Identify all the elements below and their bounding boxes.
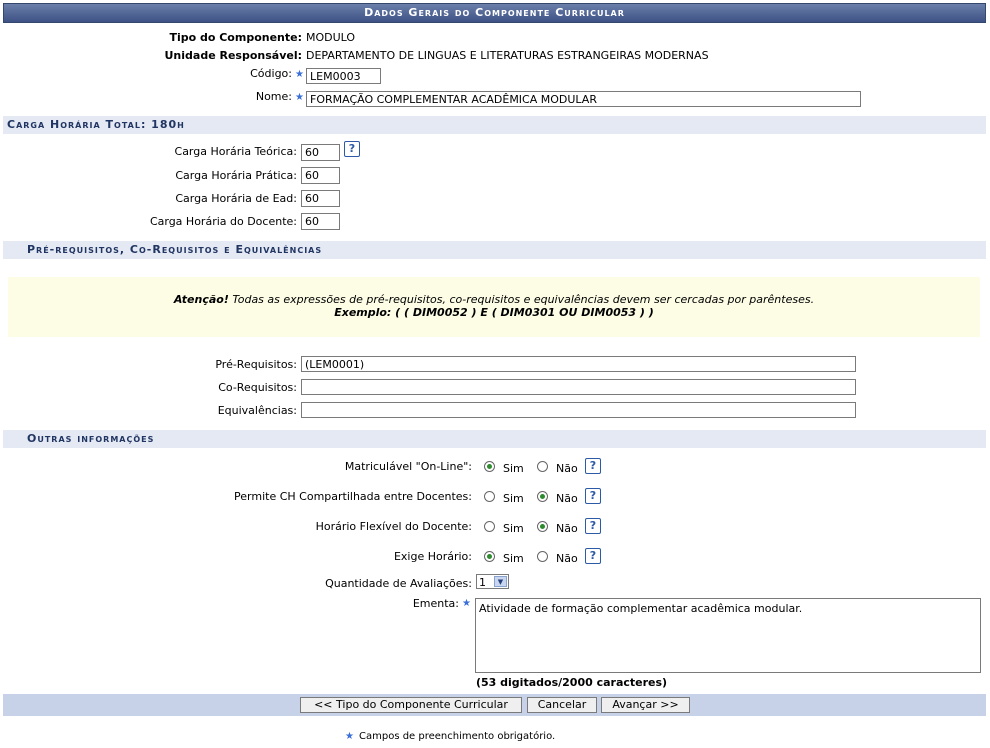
- matriculavel-nao-radio[interactable]: [537, 461, 548, 472]
- chevron-down-icon: ▼: [494, 576, 507, 587]
- compartilhada-nao-radio[interactable]: [537, 491, 548, 502]
- required-star-icon: ★: [295, 92, 304, 103]
- ead-input[interactable]: [301, 190, 340, 207]
- equivalencias-label: Equivalências:: [217, 404, 297, 417]
- required-note: Campos de preenchimento obrigatório.: [359, 731, 556, 742]
- docente-input[interactable]: [301, 213, 340, 230]
- co-requisitos-label: Co-Requisitos:: [218, 381, 297, 394]
- attention-text: Todas as expressões de pré-requisitos, co-requisitos e equivalências devem ser cercadas por parênteses.: [228, 293, 815, 306]
- unidade-label: Unidade Responsável:: [164, 49, 302, 62]
- ead-label: Carga Horária de Ead:: [175, 192, 297, 205]
- outras-header-text: Outras informações: [27, 432, 155, 445]
- ementa-label: Ementa:: [412, 597, 459, 610]
- matriculavel-sim-radio[interactable]: [484, 461, 495, 472]
- flexivel-nao-radio[interactable]: [537, 521, 548, 532]
- flexivel-label: Horário Flexível do Docente:: [315, 520, 472, 533]
- sim-label: Sim: [503, 462, 524, 475]
- tipo-label: Tipo do Componente:: [169, 31, 302, 44]
- attention-strong: Atenção!: [173, 293, 229, 306]
- docente-label: Carga Horária do Docente:: [149, 215, 297, 228]
- exige-horario-label: Exige Horário:: [393, 550, 472, 563]
- required-star-icon: ★: [295, 69, 304, 80]
- help-icon[interactable]: ?: [585, 518, 601, 534]
- teorica-input[interactable]: [301, 144, 340, 161]
- sim-label: Sim: [503, 522, 524, 535]
- nome-input[interactable]: [306, 91, 861, 107]
- required-star-icon: ★: [345, 731, 354, 742]
- teorica-label: Carga Horária Teórica:: [174, 145, 297, 158]
- pratica-label: Carga Horária Prática:: [175, 169, 297, 182]
- matriculavel-label: Matriculável "On-Line":: [344, 460, 472, 473]
- pre-requisitos-input[interactable]: [301, 356, 856, 372]
- carga-section-header: [3, 116, 986, 134]
- nao-label: Não: [556, 552, 578, 565]
- required-star-icon: ★: [462, 598, 471, 609]
- nao-label: Não: [556, 492, 578, 505]
- flexivel-sim-radio[interactable]: [484, 521, 495, 532]
- avaliacoes-select[interactable]: [476, 574, 509, 589]
- tipo-value: MODULO: [306, 31, 356, 44]
- exige-nao-radio[interactable]: [537, 551, 548, 562]
- compartilhada-sim-radio[interactable]: [484, 491, 495, 502]
- pre-requisitos-label: Pré-Requisitos:: [215, 358, 297, 371]
- attention-line: [8, 293, 980, 306]
- back-button[interactable]: << Tipo do Componente Curricular: [300, 697, 522, 713]
- help-icon[interactable]: ?: [344, 141, 360, 157]
- unidade-value: DEPARTAMENTO DE LINGUAS E LITERATURAS ESTRANGEIRAS MODERNAS: [306, 49, 709, 62]
- outras-section-header: [3, 430, 986, 448]
- avaliacoes-label: Quantidade de Avaliações:: [325, 577, 472, 590]
- exige-sim-radio[interactable]: [484, 551, 495, 562]
- nao-label: Não: [556, 522, 578, 535]
- cancel-button[interactable]: Cancelar: [527, 697, 597, 713]
- carga-header-text: Carga Horária Total: 180h: [7, 118, 185, 131]
- codigo-input[interactable]: [306, 68, 381, 84]
- sim-label: Sim: [503, 552, 524, 565]
- requisitos-header-text: Pré-requisitos, Co-Requisitos e Equivalências: [27, 243, 323, 256]
- ementa-textarea[interactable]: [475, 598, 981, 673]
- help-icon[interactable]: ?: [585, 488, 601, 504]
- requisitos-section-header: [3, 241, 986, 259]
- attention-box: [8, 277, 980, 337]
- help-icon[interactable]: ?: [585, 458, 601, 474]
- next-button[interactable]: Avançar >>: [601, 697, 690, 713]
- form-title: Dados Gerais do Componente Curricular: [3, 3, 986, 23]
- component-form: [3, 3, 986, 23]
- avaliacoes-selected: 1: [479, 576, 486, 589]
- sim-label: Sim: [503, 492, 524, 505]
- equivalencias-input[interactable]: [301, 402, 856, 418]
- compartilhada-label: Permite CH Compartilhada entre Docentes:: [234, 490, 472, 503]
- codigo-label: Código:: [250, 67, 292, 80]
- pratica-input[interactable]: [301, 167, 340, 184]
- attention-example: Exemplo: ( ( DIM0052 ) E ( DIM0301 OU DIM0053 ) ): [334, 306, 654, 319]
- nome-label: Nome:: [255, 90, 292, 103]
- nao-label: Não: [556, 462, 578, 475]
- character-counter: (53 digitados/2000 caracteres): [476, 676, 668, 689]
- help-icon[interactable]: ?: [585, 548, 601, 564]
- co-requisitos-input[interactable]: [301, 379, 856, 395]
